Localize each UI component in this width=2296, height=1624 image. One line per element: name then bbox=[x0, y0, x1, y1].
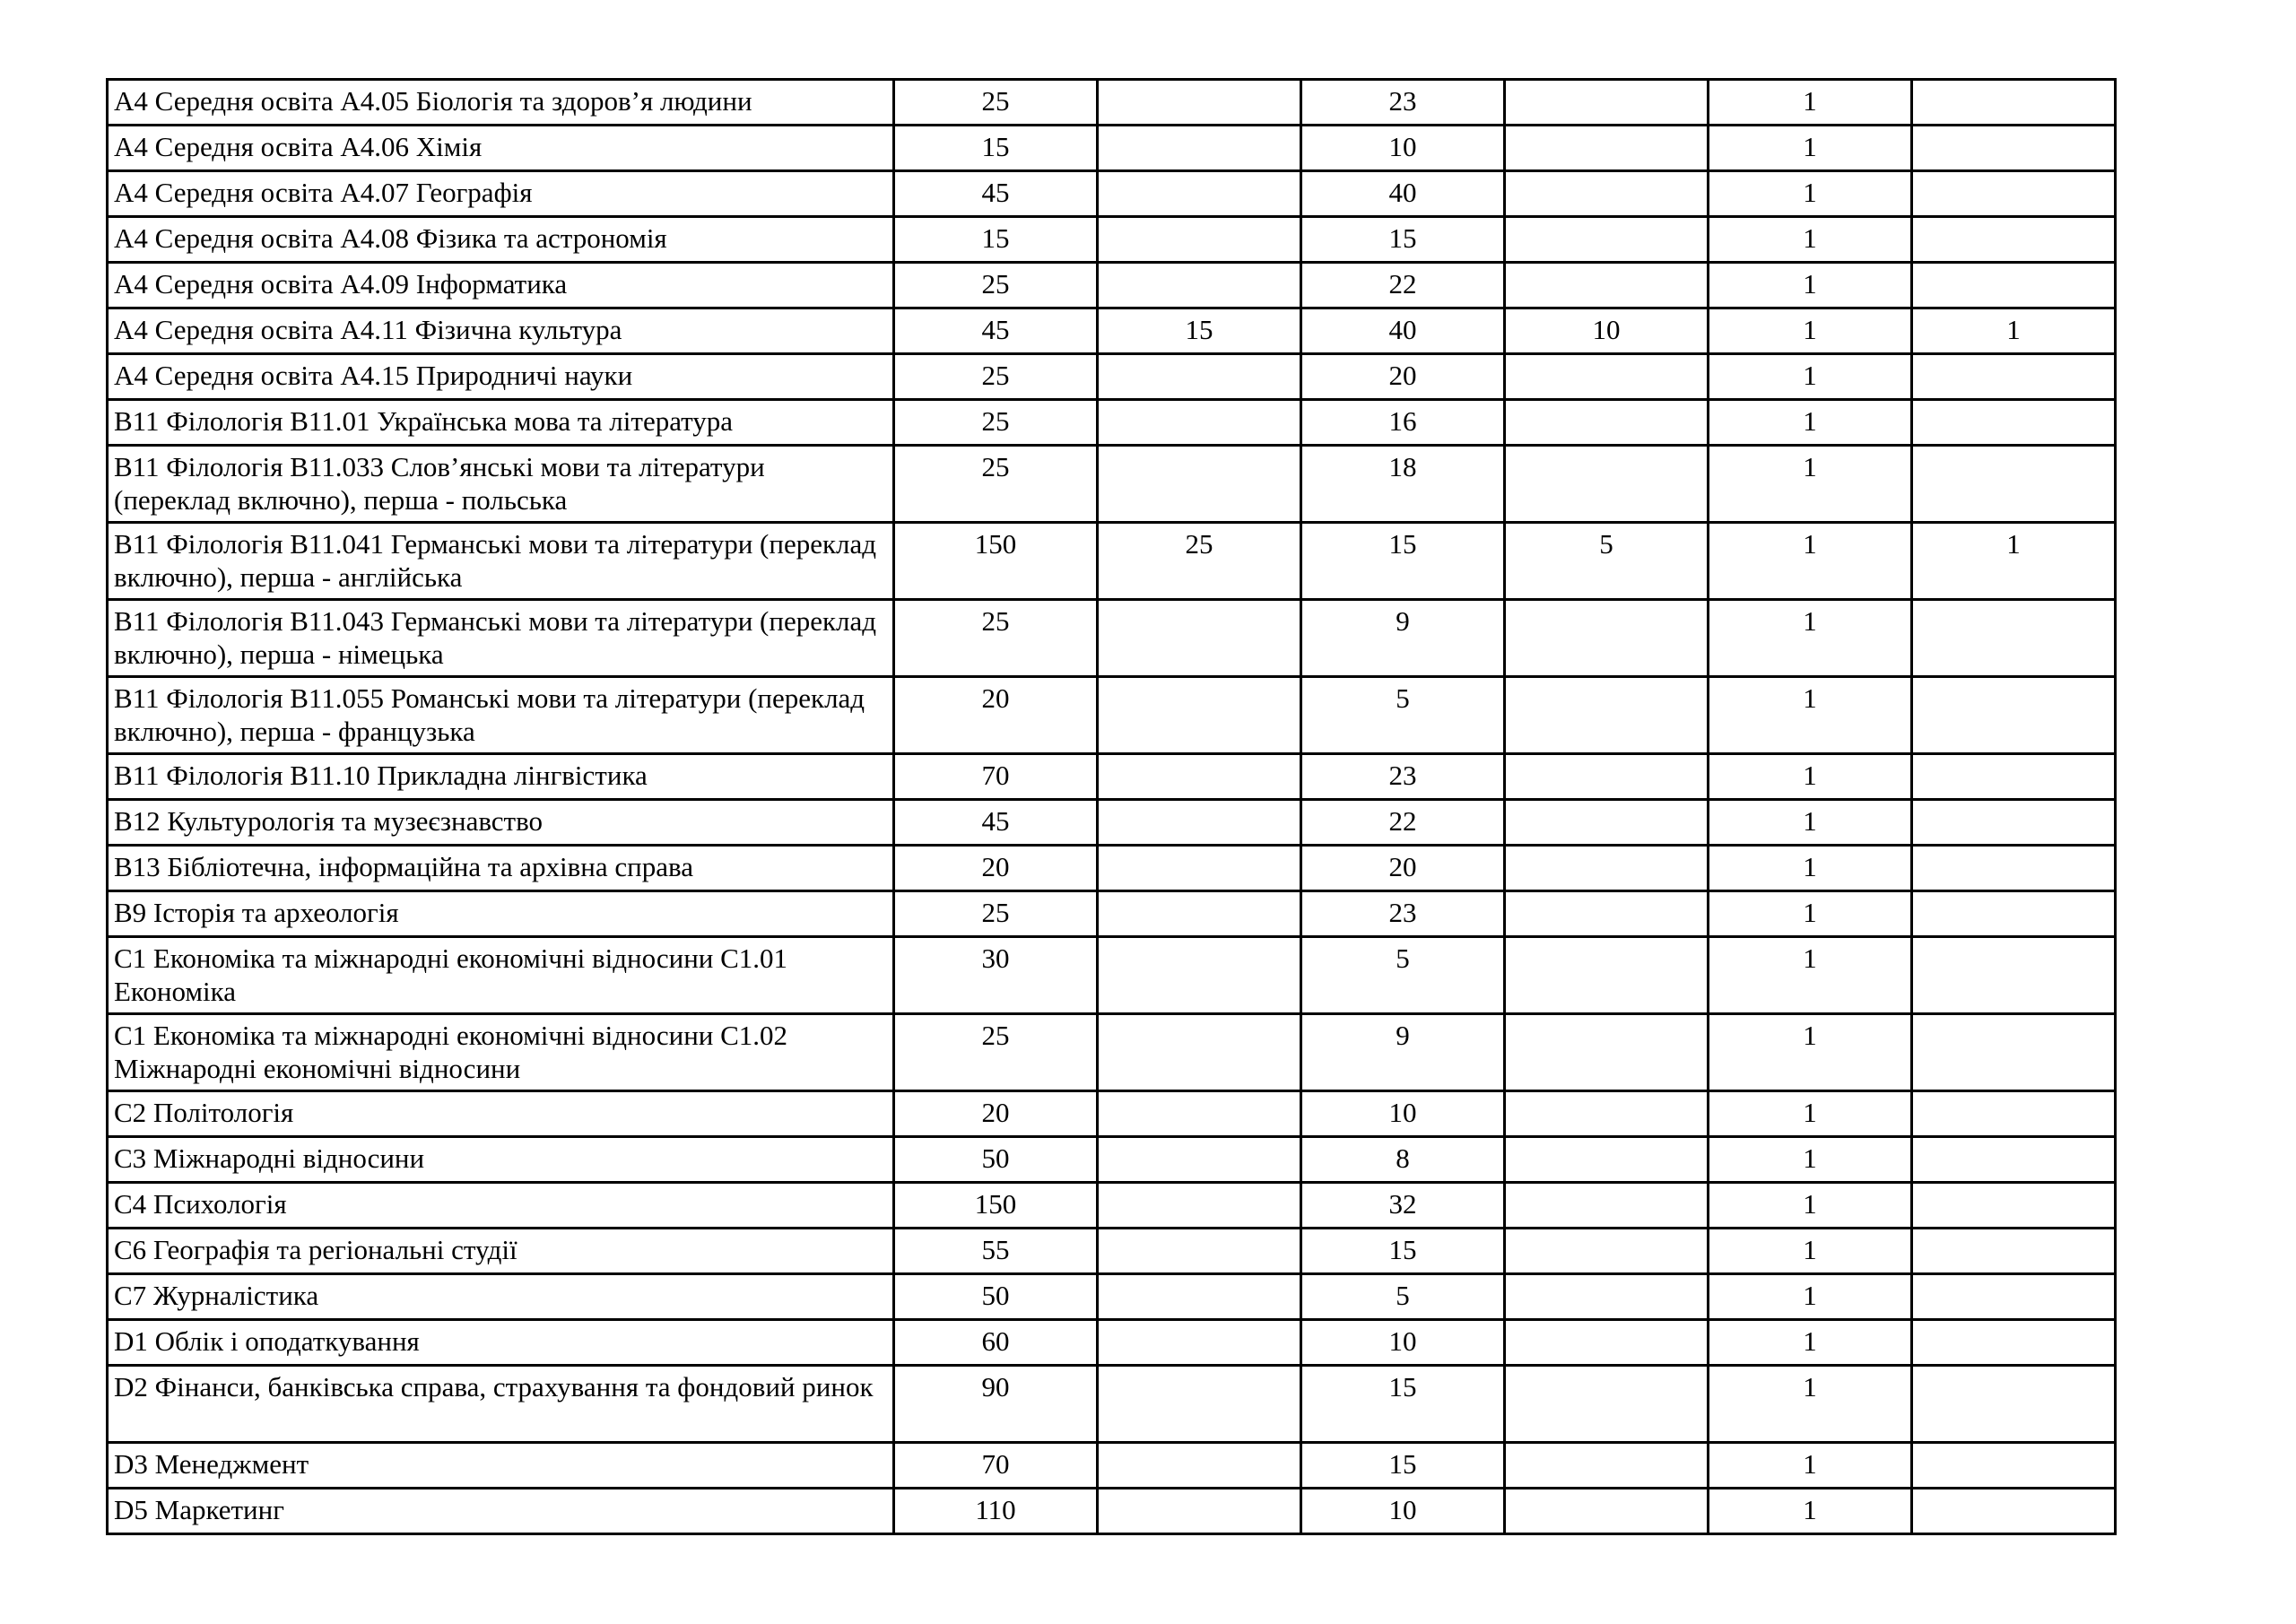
specialty-name-cell: B11 Філологія B11.041 Германські мови та літератури (переклад включно), перша - англійська bbox=[108, 523, 894, 600]
value-cell-1: 25 bbox=[894, 600, 1098, 677]
value-cell-5: 1 bbox=[1709, 217, 1912, 263]
value-cell-5: 1 bbox=[1709, 446, 1912, 523]
value-cell-1: 90 bbox=[894, 1366, 1098, 1443]
table-row bbox=[108, 1443, 2116, 1489]
value-cell-5: 1 bbox=[1709, 1489, 1912, 1534]
value-cell-4 bbox=[1505, 1137, 1709, 1183]
specialty-name-cell: B11 Філологія B11.033 Слов’янські мови та літератури (переклад включно), перша - польська bbox=[108, 446, 894, 523]
value-cell-4 bbox=[1505, 754, 1709, 800]
value-cell-2 bbox=[1098, 217, 1301, 263]
value-cell-4 bbox=[1505, 1183, 1709, 1229]
value-cell-4 bbox=[1505, 1320, 1709, 1366]
value-cell-6 bbox=[1912, 1489, 2116, 1534]
value-cell-5: 1 bbox=[1709, 1137, 1912, 1183]
value-cell-2 bbox=[1098, 1137, 1301, 1183]
specialty-name-cell: A4 Середня освіта A4.09 Інформатика bbox=[108, 263, 894, 308]
value-cell-4 bbox=[1505, 263, 1709, 308]
value-cell-3: 40 bbox=[1301, 308, 1505, 354]
specialty-name-cell: D5 Маркетинг bbox=[108, 1489, 894, 1534]
value-cell-4 bbox=[1505, 677, 1709, 754]
table-row bbox=[108, 126, 2116, 171]
value-cell-2 bbox=[1098, 937, 1301, 1014]
value-cell-6 bbox=[1912, 677, 2116, 754]
value-cell-1: 20 bbox=[894, 846, 1098, 891]
specialty-name-cell: D3 Менеджмент bbox=[108, 1443, 894, 1489]
table-row bbox=[108, 171, 2116, 217]
specialty-name-cell: A4 Середня освіта A4.07 Географія bbox=[108, 171, 894, 217]
value-cell-4 bbox=[1505, 1443, 1709, 1489]
value-cell-5: 1 bbox=[1709, 754, 1912, 800]
value-cell-6 bbox=[1912, 171, 2116, 217]
value-cell-4 bbox=[1505, 446, 1709, 523]
value-cell-2 bbox=[1098, 80, 1301, 126]
value-cell-1: 45 bbox=[894, 800, 1098, 846]
value-cell-6 bbox=[1912, 400, 2116, 446]
value-cell-2 bbox=[1098, 891, 1301, 937]
table-row bbox=[108, 523, 2116, 600]
value-cell-2 bbox=[1098, 171, 1301, 217]
value-cell-1: 15 bbox=[894, 126, 1098, 171]
table-row bbox=[108, 846, 2116, 891]
value-cell-3: 15 bbox=[1301, 523, 1505, 600]
value-cell-5: 1 bbox=[1709, 1320, 1912, 1366]
value-cell-1: 60 bbox=[894, 1320, 1098, 1366]
specialty-name-cell: C1 Економіка та міжнародні економічні відносини C1.02 Міжнародні економічні відносини bbox=[108, 1014, 894, 1091]
value-cell-6 bbox=[1912, 126, 2116, 171]
value-cell-4 bbox=[1505, 400, 1709, 446]
value-cell-1: 25 bbox=[894, 400, 1098, 446]
value-cell-6 bbox=[1912, 800, 2116, 846]
value-cell-3: 10 bbox=[1301, 126, 1505, 171]
value-cell-1: 50 bbox=[894, 1137, 1098, 1183]
value-cell-4 bbox=[1505, 1229, 1709, 1274]
value-cell-1: 25 bbox=[894, 263, 1098, 308]
table-row bbox=[108, 1489, 2116, 1534]
value-cell-5: 1 bbox=[1709, 80, 1912, 126]
value-cell-3: 16 bbox=[1301, 400, 1505, 446]
specialty-name-cell: C6 Географія та регіональні студії bbox=[108, 1229, 894, 1274]
value-cell-6 bbox=[1912, 937, 2116, 1014]
table-row bbox=[108, 446, 2116, 523]
value-cell-5: 1 bbox=[1709, 354, 1912, 400]
value-cell-1: 45 bbox=[894, 308, 1098, 354]
value-cell-6 bbox=[1912, 446, 2116, 523]
table-row bbox=[108, 937, 2116, 1014]
value-cell-4 bbox=[1505, 217, 1709, 263]
value-cell-6 bbox=[1912, 891, 2116, 937]
value-cell-2: 25 bbox=[1098, 523, 1301, 600]
value-cell-3: 23 bbox=[1301, 891, 1505, 937]
value-cell-1: 50 bbox=[894, 1274, 1098, 1320]
value-cell-2 bbox=[1098, 1366, 1301, 1443]
value-cell-3: 18 bbox=[1301, 446, 1505, 523]
value-cell-2 bbox=[1098, 354, 1301, 400]
value-cell-5: 1 bbox=[1709, 1183, 1912, 1229]
value-cell-1: 25 bbox=[894, 1014, 1098, 1091]
value-cell-4 bbox=[1505, 1091, 1709, 1137]
table-row bbox=[108, 263, 2116, 308]
table-row bbox=[108, 600, 2116, 677]
specialty-name-cell: C1 Економіка та міжнародні економічні відносини C1.01 Економіка bbox=[108, 937, 894, 1014]
value-cell-6 bbox=[1912, 1229, 2116, 1274]
value-cell-3: 15 bbox=[1301, 1443, 1505, 1489]
table-row bbox=[108, 1137, 2116, 1183]
value-cell-3: 22 bbox=[1301, 263, 1505, 308]
table-row bbox=[108, 1320, 2116, 1366]
value-cell-4 bbox=[1505, 1274, 1709, 1320]
value-cell-1: 25 bbox=[894, 80, 1098, 126]
specialty-name-cell: A4 Середня освіта A4.11 Фізична культура bbox=[108, 308, 894, 354]
specialty-name-cell: B13 Бібліотечна, інформаційна та архівна справа bbox=[108, 846, 894, 891]
value-cell-3: 23 bbox=[1301, 80, 1505, 126]
value-cell-5: 1 bbox=[1709, 1274, 1912, 1320]
value-cell-4 bbox=[1505, 126, 1709, 171]
value-cell-2 bbox=[1098, 1183, 1301, 1229]
specialty-name-cell: B12 Культурологія та музеєзнавство bbox=[108, 800, 894, 846]
specialty-name-cell: B11 Філологія B11.043 Германські мови та літератури (переклад включно), перша - німецька bbox=[108, 600, 894, 677]
value-cell-6 bbox=[1912, 1366, 2116, 1443]
table-row bbox=[108, 80, 2116, 126]
value-cell-5: 1 bbox=[1709, 126, 1912, 171]
value-cell-6 bbox=[1912, 846, 2116, 891]
value-cell-5: 1 bbox=[1709, 891, 1912, 937]
value-cell-5: 1 bbox=[1709, 800, 1912, 846]
value-cell-6 bbox=[1912, 80, 2116, 126]
value-cell-6 bbox=[1912, 1014, 2116, 1091]
value-cell-4 bbox=[1505, 1366, 1709, 1443]
value-cell-5: 1 bbox=[1709, 1014, 1912, 1091]
value-cell-6 bbox=[1912, 1137, 2116, 1183]
value-cell-5: 1 bbox=[1709, 1229, 1912, 1274]
table-row bbox=[108, 1014, 2116, 1091]
value-cell-2 bbox=[1098, 126, 1301, 171]
value-cell-4 bbox=[1505, 891, 1709, 937]
value-cell-4: 10 bbox=[1505, 308, 1709, 354]
value-cell-6: 1 bbox=[1912, 523, 2116, 600]
value-cell-2: 15 bbox=[1098, 308, 1301, 354]
table-body bbox=[108, 80, 2116, 1534]
value-cell-6 bbox=[1912, 1443, 2116, 1489]
value-cell-6 bbox=[1912, 754, 2116, 800]
table-row bbox=[108, 217, 2116, 263]
table-row bbox=[108, 677, 2116, 754]
specialty-name-cell: C2 Політологія bbox=[108, 1091, 894, 1137]
value-cell-2 bbox=[1098, 800, 1301, 846]
value-cell-2 bbox=[1098, 1320, 1301, 1366]
value-cell-3: 10 bbox=[1301, 1320, 1505, 1366]
specialty-name-cell: D2 Фінанси, банківська справа, страхування та фондовий ринок bbox=[108, 1366, 894, 1443]
value-cell-2 bbox=[1098, 846, 1301, 891]
value-cell-3: 5 bbox=[1301, 937, 1505, 1014]
value-cell-2 bbox=[1098, 400, 1301, 446]
value-cell-3: 10 bbox=[1301, 1091, 1505, 1137]
value-cell-3: 15 bbox=[1301, 217, 1505, 263]
value-cell-5: 1 bbox=[1709, 171, 1912, 217]
table-row bbox=[108, 891, 2116, 937]
specialty-name-cell: B11 Філологія B11.01 Українська мова та література bbox=[108, 400, 894, 446]
value-cell-4 bbox=[1505, 1489, 1709, 1534]
specialty-name-cell: C7 Журналістика bbox=[108, 1274, 894, 1320]
value-cell-4 bbox=[1505, 80, 1709, 126]
value-cell-1: 25 bbox=[894, 446, 1098, 523]
value-cell-3: 15 bbox=[1301, 1229, 1505, 1274]
value-cell-5: 1 bbox=[1709, 1366, 1912, 1443]
value-cell-6 bbox=[1912, 1320, 2116, 1366]
value-cell-5: 1 bbox=[1709, 308, 1912, 354]
value-cell-5: 1 bbox=[1709, 600, 1912, 677]
value-cell-6 bbox=[1912, 600, 2116, 677]
value-cell-1: 25 bbox=[894, 891, 1098, 937]
value-cell-2 bbox=[1098, 1489, 1301, 1534]
value-cell-5: 1 bbox=[1709, 846, 1912, 891]
value-cell-3: 40 bbox=[1301, 171, 1505, 217]
value-cell-2 bbox=[1098, 600, 1301, 677]
table-row bbox=[108, 1183, 2116, 1229]
value-cell-2 bbox=[1098, 1229, 1301, 1274]
specialty-name-cell: A4 Середня освіта A4.05 Біологія та здоров’я людини bbox=[108, 80, 894, 126]
value-cell-3: 20 bbox=[1301, 846, 1505, 891]
value-cell-2 bbox=[1098, 1274, 1301, 1320]
value-cell-4 bbox=[1505, 846, 1709, 891]
table-row bbox=[108, 400, 2116, 446]
specialty-name-cell: A4 Середня освіта A4.15 Природничі науки bbox=[108, 354, 894, 400]
value-cell-4 bbox=[1505, 937, 1709, 1014]
table-row bbox=[108, 354, 2116, 400]
value-cell-6 bbox=[1912, 354, 2116, 400]
value-cell-1: 45 bbox=[894, 171, 1098, 217]
value-cell-5: 1 bbox=[1709, 677, 1912, 754]
table-row bbox=[108, 308, 2116, 354]
specialty-name-cell: B9 Історія та археологія bbox=[108, 891, 894, 937]
specialty-name-cell: C4 Психологія bbox=[108, 1183, 894, 1229]
value-cell-3: 8 bbox=[1301, 1137, 1505, 1183]
value-cell-3: 20 bbox=[1301, 354, 1505, 400]
value-cell-1: 150 bbox=[894, 523, 1098, 600]
value-cell-2 bbox=[1098, 1091, 1301, 1137]
specialty-name-cell: B11 Філологія B11.10 Прикладна лінгвістика bbox=[108, 754, 894, 800]
value-cell-4 bbox=[1505, 171, 1709, 217]
value-cell-2 bbox=[1098, 754, 1301, 800]
value-cell-4 bbox=[1505, 354, 1709, 400]
value-cell-6 bbox=[1912, 263, 2116, 308]
value-cell-1: 25 bbox=[894, 354, 1098, 400]
value-cell-3: 5 bbox=[1301, 677, 1505, 754]
value-cell-2 bbox=[1098, 1443, 1301, 1489]
table-row bbox=[108, 800, 2116, 846]
value-cell-5: 1 bbox=[1709, 263, 1912, 308]
value-cell-2 bbox=[1098, 263, 1301, 308]
value-cell-1: 55 bbox=[894, 1229, 1098, 1274]
value-cell-3: 9 bbox=[1301, 1014, 1505, 1091]
value-cell-1: 20 bbox=[894, 1091, 1098, 1137]
table-row bbox=[108, 1366, 2116, 1443]
value-cell-6 bbox=[1912, 1183, 2116, 1229]
value-cell-6: 1 bbox=[1912, 308, 2116, 354]
specialty-name-cell: D1 Облік і оподаткування bbox=[108, 1320, 894, 1366]
value-cell-1: 110 bbox=[894, 1489, 1098, 1534]
value-cell-3: 23 bbox=[1301, 754, 1505, 800]
value-cell-2 bbox=[1098, 1014, 1301, 1091]
value-cell-6 bbox=[1912, 1091, 2116, 1137]
value-cell-5: 1 bbox=[1709, 1091, 1912, 1137]
value-cell-1: 150 bbox=[894, 1183, 1098, 1229]
value-cell-4 bbox=[1505, 600, 1709, 677]
value-cell-5: 1 bbox=[1709, 523, 1912, 600]
value-cell-3: 15 bbox=[1301, 1366, 1505, 1443]
value-cell-5: 1 bbox=[1709, 937, 1912, 1014]
table-row bbox=[108, 1229, 2116, 1274]
value-cell-6 bbox=[1912, 1274, 2116, 1320]
value-cell-2 bbox=[1098, 677, 1301, 754]
value-cell-3: 32 bbox=[1301, 1183, 1505, 1229]
table-row bbox=[108, 754, 2116, 800]
value-cell-5: 1 bbox=[1709, 400, 1912, 446]
specialty-name-cell: A4 Середня освіта A4.08 Фізика та астрономія bbox=[108, 217, 894, 263]
specialty-name-cell: B11 Філологія B11.055 Романські мови та літератури (переклад включно), перша - французька bbox=[108, 677, 894, 754]
table-row bbox=[108, 1091, 2116, 1137]
value-cell-6 bbox=[1912, 217, 2116, 263]
value-cell-1: 70 bbox=[894, 1443, 1098, 1489]
value-cell-1: 30 bbox=[894, 937, 1098, 1014]
value-cell-3: 22 bbox=[1301, 800, 1505, 846]
specialty-name-cell: A4 Середня освіта A4.06 Хімія bbox=[108, 126, 894, 171]
value-cell-4 bbox=[1505, 800, 1709, 846]
value-cell-2 bbox=[1098, 446, 1301, 523]
specialties-table bbox=[106, 78, 2117, 1535]
value-cell-5: 1 bbox=[1709, 1443, 1912, 1489]
table-row bbox=[108, 1274, 2116, 1320]
value-cell-3: 9 bbox=[1301, 600, 1505, 677]
value-cell-3: 10 bbox=[1301, 1489, 1505, 1534]
value-cell-3: 5 bbox=[1301, 1274, 1505, 1320]
value-cell-4 bbox=[1505, 1014, 1709, 1091]
value-cell-1: 20 bbox=[894, 677, 1098, 754]
value-cell-4: 5 bbox=[1505, 523, 1709, 600]
value-cell-1: 70 bbox=[894, 754, 1098, 800]
specialty-name-cell: C3 Міжнародні відносини bbox=[108, 1137, 894, 1183]
value-cell-1: 15 bbox=[894, 217, 1098, 263]
